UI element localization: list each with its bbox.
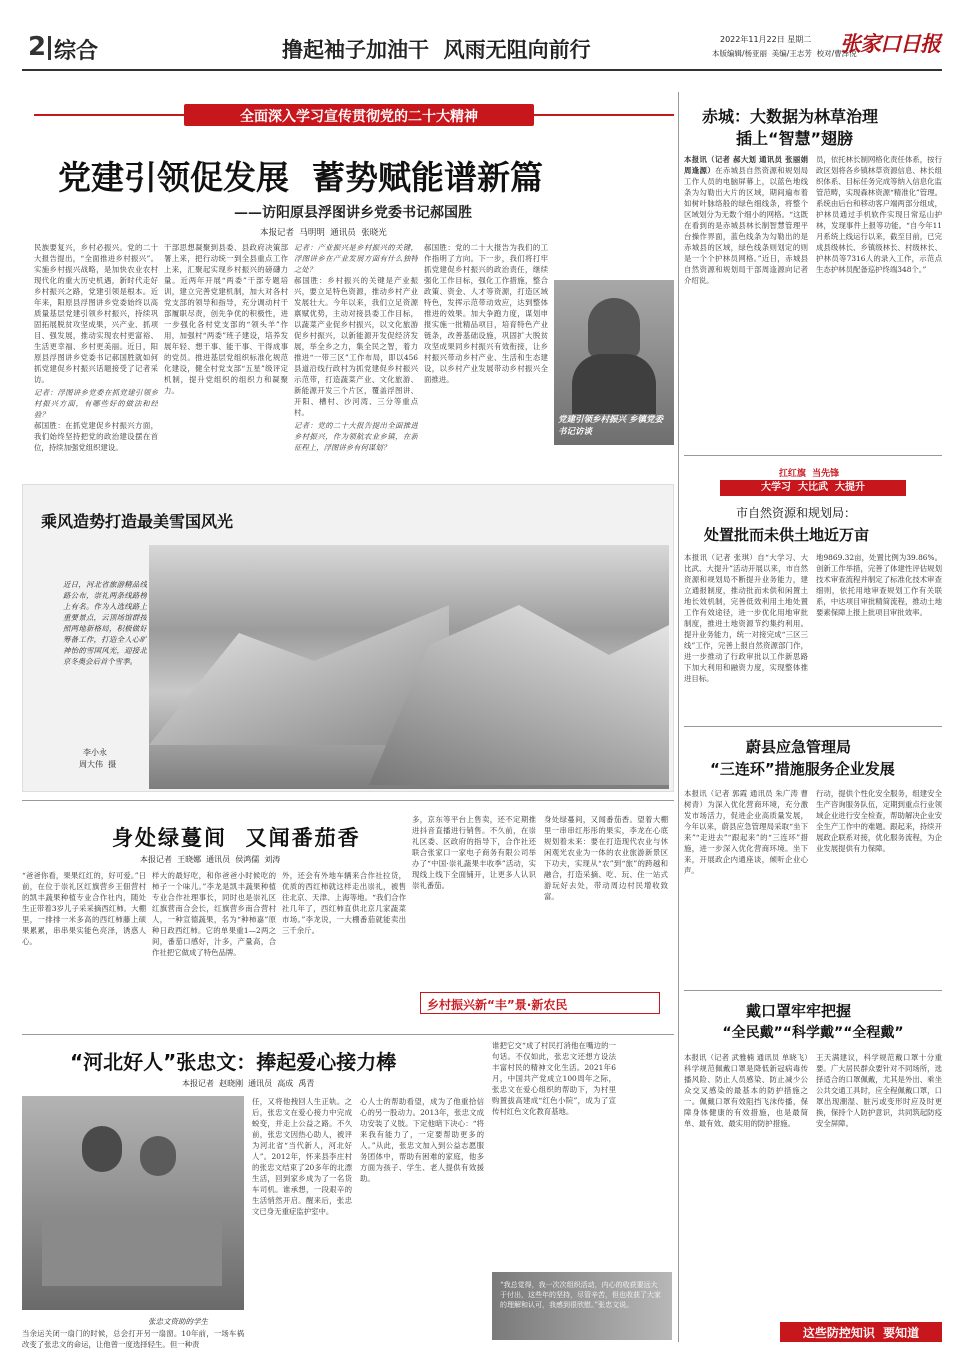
article-yuxian-emergency bbox=[684, 732, 942, 986]
article-column-1 bbox=[684, 154, 808, 448]
article-title-line-2: “三连环”措施服务企业发展 bbox=[710, 760, 895, 778]
article-title-line-1: 赤城：大数据为林草治理 bbox=[702, 107, 879, 126]
article-column-2: 行动，提供个性化安全服务，组建安全生产咨询服务队伍，定期到重点行业领域企业进行安全检查，帮助解决企业安全生产工作中的难题。跟起来，持续开展政企联系对接，优化服务流程，为企业发展提供有力保障。 bbox=[816, 789, 942, 853]
article-column-5: 身处绿蔓间，又闻番茄香。望着大棚里一串串红彤彤的果实，李龙在心底规划着未来：要在打造现代农业与休闲观光农业为一体的农业旅游新景区下功夫，实现从“农”到“旅”的跨越和融合，打造采摘、吃、玩、住一站式游玩好去处，带动周边村民增收致富。 bbox=[544, 815, 668, 901]
column-2-text: 干部思想凝聚到县委、县政府决策部署上来，把行动统一到全县重点工作上来，汇聚起实现乡村振兴的磅礴力量。近两年开展“两委”干部专题培训，建立完善党建机制，加大对各村党支部的领导和指导，充分调动村干部履职尽责，创先争优的积极性，进一步强化各村党支部的“领头羊”作用，加强村“两委”班子建设，培养发展年轻、想干事、能干事、干得成事的党员。推进基层党组织标准化规范化建设，健全村党支部“五星”级评定机制，提升党组织的组织力和凝聚力。 bbox=[164, 243, 288, 395]
section-divider bbox=[684, 455, 942, 456]
column-divider bbox=[678, 92, 679, 1342]
column-1-answer: 郝国胜：在抓党建促乡村振兴方面，我们始终坚持把党的政治建设摆在首位，持续加强党组织建设。 bbox=[34, 421, 158, 452]
article-column-2: 王天满建议，科学规范戴口罩十分重要。广大居民群众要针对不同场所，选择适合的口罩佩戴，尤其是外出、乘坐公共交通工具时，应全程佩戴口罩，口罩出现潮湿、脏污或变形时应及时更换，保持个人防护意识，共同筑起防疫安全屏障。 bbox=[816, 1053, 942, 1128]
article-title-line-2: 插上“智慧”翅膀 bbox=[736, 129, 854, 148]
article-hebei-good-person bbox=[22, 1040, 674, 1349]
article-chicheng-big-data bbox=[684, 98, 942, 450]
slogan-photo bbox=[492, 1272, 672, 1340]
article-column-3: 心人士的帮助看望，成为了他重拾信心的另一股动力。2013年，张忠文成功安装了义肢。下定他暗下决心：“将来我有能力了，一定要帮助更多的人。”从此，张忠文加入到公益志愿服务团体中，帮助有困难的家庭，他多方面为孩子、学生、老人提供有效援助。 bbox=[360, 1097, 484, 1183]
column-1-text: 本报讯（记者 张琪）自“大学习、大比武、大提升”活动开展以来，市自然资源和规划局不断提升业务能力，建立通报制度，推动批而未供和闲置土地长效机制，完善低效利用土地处置工作有效途径，进一步优化用地审批制度，推进土地资源节约集约利用。 bbox=[684, 553, 808, 628]
article-byline: 本报讯（记者 郝大划 通讯员 张丽娟 周逢源） bbox=[684, 155, 808, 175]
article-column-1: 当余运关闭一扇门的时候，总会打开另一扇窗。10年前，一场车祸改变了张忠文的命运，让他曾一度选择轻生。但一种责 bbox=[22, 1329, 244, 1349]
column-3-question-2: 记者：党的二十大报告提出全面推进乡村振兴，作为领航农业乡镇，在新征程上，浮图讲乡有何谋划？ bbox=[294, 421, 418, 452]
article-title-line-1: 蔚县应急管理局 bbox=[746, 738, 852, 756]
photo-caption-overlay: 党建引领乡村振兴 乡镇党委书记访谈 bbox=[558, 415, 663, 437]
article-title-line-1: 戴口罩牢牢把握 bbox=[746, 1002, 852, 1020]
article-column-2: 地9869.32亩，处置比例为39.86%。创新工作举措，完善了体建性评估规划技术审查流程并制定了标准化技术审查细则，依托用地审查规划工作有关联系，中达项目审批精简流程，推动土地要素保障上报上批项目审批效率。 bbox=[816, 553, 942, 617]
column-3-question-1: 记者：产业振兴是乡村振兴的关键，浮图讲乡在产业发展方面有什么独特之处？ bbox=[294, 243, 418, 274]
article-column-2: 员，依托林长制网格化责任体系，按行政区划将各乡镇林草资源信息、林长组织体系、目标任务完成等纳入信息化监管范畴，实现森林资源“精准化”管理。系统由后台和移动客户端两部分组成，护林员通过手机软件实现日常巡山护林，发现事件上报等功能。“自今年11月系统上线运行以来，截至目前，已完成县级林长、乡镇级林长、村级林长、护林员等7316人的录入工作，示范点生态护林员配备巡护终端348个。” bbox=[816, 155, 942, 274]
article-title: 党建引领促发展 蓄势赋能谱新篇 bbox=[58, 158, 543, 197]
photo-credit-2: 周大伟 摄 bbox=[79, 760, 117, 769]
section-divider bbox=[22, 1034, 674, 1035]
section-divider bbox=[684, 726, 942, 727]
article-subtitle: ——访阳原县浮图讲乡党委书记郝国胜 bbox=[234, 205, 472, 221]
photo-table bbox=[42, 1216, 222, 1286]
photo-credit-1: 李小永 bbox=[83, 748, 107, 757]
rural-revival-tag-text: 乡村振兴新“丰”景·新农民 bbox=[427, 998, 568, 1012]
article-column-2: 任，又将他拽回人生正轨。之后，张忠文在爱心接力中完成蜕变，并走上公益之路。不久前，张忠文因热心助人，被评为河北省“当代新人，河北好人”。2012年，怀来县李庄村的张忠文结束了20多年的北漂生活，回到家乡成为了一名货车司机。谁承想，一段艰辛的生活悄然开启。醒来后，张忠文已身无重症监护室中。 bbox=[252, 1097, 352, 1216]
article-title: “河北好人”张忠文：捧起爱心接力棒 bbox=[70, 1050, 397, 1074]
section-divider bbox=[22, 800, 674, 801]
article-mask-wearing bbox=[684, 996, 942, 1342]
article-party-building bbox=[34, 130, 674, 470]
rural-revival-tag bbox=[420, 992, 660, 1014]
column-1-text-continued: 提升业务能力，统一对接完成“三区三线”工作，完善上报自然资源部门作，进一步推动了行政审批以工作新思路下加大利用和融资力度，实现整体推进目标。 bbox=[684, 630, 808, 683]
masthead-rule bbox=[22, 69, 942, 71]
article-snow-scenery bbox=[22, 484, 674, 792]
article-column-1: 本报讯（记者 武雅楠 通讯员 单晓飞）科学规范佩戴口罩是降低新冠病毒传播风险、防止人员感染、防止减少公众交叉感染的最基本的防护措施之一。佩戴口罩有效阻挡飞沫传播，保障身体健康的有效措施，也是最简单、最有效、最实用的防护措施。 bbox=[684, 1053, 808, 1128]
article-column-4: 谁把它交“成了村民打消他在嘴边的一句话。不仅如此，张忠文还想方设法丰富村民的精神文化生活。2021年6月，中国共产党成立100周年之际，张忠文在爱心组织的帮助下，为村里购置拔高建成“红色小院”，成为了宣传村红色文化教育基地。 bbox=[492, 1041, 616, 1116]
article-column-1 bbox=[684, 552, 808, 720]
paper-name: 张家口日报 bbox=[840, 31, 940, 56]
date-line: 2022年11月22日 星期二 bbox=[720, 35, 812, 44]
article-byline: 本报记者 马明明 通讯员 张晓光 bbox=[260, 228, 387, 238]
photo-person-2 bbox=[140, 1136, 176, 1176]
column-4-text: 郝国胜：党的二十大报告为我们的工作指明了方向。下一步，我们将打牢抓党建促乡村振兴的政治责任，继续强化工作目标，强化工作措施，整合政策、资金、人才等资源，打造区域特色，发挥示范带动效应，达到整体推进的效果。加大争跑力度，谋划申报实施一批精品项目，培育特色产业链条，改善基础设施，巩固扩大脱贫攻坚成果同乡村振兴有效衔接，让乡村振兴带动乡村产业、生活和生态建设，以乡村产业发展带动乡村振兴全面推进。 bbox=[424, 243, 548, 384]
article-column-2 bbox=[164, 242, 288, 467]
article-column-1: “爸爸你看，果果红红的，好可爱。”日前，在位于崇礼区红旗营乡王佃营村的凯丰蔬果种植专业合作社内，随处生正带着3岁儿子采采摘西红柿。大棚里，一排排一米多高的西红柿藤上硕果累累，串串果实能色亮泽，诱惑人心。 bbox=[22, 871, 146, 946]
article-column-4 bbox=[424, 242, 548, 467]
article-byline: 本报记者 赵晓刚 通讯员 高成 禹青 bbox=[182, 1079, 315, 1088]
article-kicker: 市自然资源和规划局： bbox=[736, 506, 857, 520]
photo-person-silhouette bbox=[588, 298, 640, 358]
theme-banner bbox=[34, 104, 674, 126]
snow-slope-2 bbox=[369, 585, 669, 785]
article-column-2: 样大的最好吃，和你爸爸小时候吃的柿子一个味儿。”李龙是凯丰蔬果种植专业合作社理事长，同时也是崇礼区红旗营南合会长，红旗营乡南合营村人，一种宣德蔬果，名为“种柿嘉”原种日政西红柿。它的单果重1—2两之间，番茄口感好，汁多，产量高，合作社把它做成了特色品牌。 bbox=[152, 871, 276, 957]
article-column-1 bbox=[34, 242, 158, 467]
article-title: 身处绿蔓间 又闻番茄香 bbox=[112, 826, 361, 850]
article-tomato bbox=[22, 808, 674, 1028]
section-divider bbox=[684, 990, 942, 991]
slogan-photo-text: “我总觉得，我一次次组织活动，内心的收获要远大于付出，这些年的坚持，尽管辛苦，但也收获了大家的理解和认可，我感到很欣慰。”张忠文说。 bbox=[500, 1281, 661, 1309]
column-1-text: 在赤城县自然资源和规划局工作人员的电脑屏幕上，以蓝色地线条为勾勒出大片的区域，期间遍布着如树叶脉络般的绿色细线条，将整个区域划分为无数个细小的网格。“这既在看到的是赤城县林长制智慧管理平台操作界面，蓝色线条为勾勒出的是赤城县的区域，绿色线条则划定的则是一个个护林员网格。”近日，赤城县自然资源和规划局干部周逢源向记者介绍说。 bbox=[684, 166, 808, 285]
campaign-tag-bottom: 大学习 大比武 大提升 bbox=[720, 480, 906, 496]
article-title: 处置批而未供土地近万亩 bbox=[704, 526, 870, 544]
column-1-text: 民族要复兴，乡村必振兴。党的二十大报告提出，“全面推进乡村振兴”。实施乡村振兴战略，是加快农业农村现代化的重大历史机遇，新时代走好乡村振兴之路，党建引领是根本。近年来，阳原县浮图讲乡党委始终以高质量基层党建引领乡村振兴，持续巩固拓展脱贫攻坚成果，兴产业、抓项目、强发展，推动实现农村更富裕、生活更幸福、乡村更美丽。近日，阳原县浮图讲乡党委书记郝国胜就如何抓党建促乡村振兴话题接受了记者采访。 bbox=[34, 243, 158, 384]
page-number-divider bbox=[48, 36, 51, 60]
article-column-4: 多，京东等平台上售卖，还不定期推进抖音直播进行销售。不久前，在崇礼区委、区政府的指导下，合作社还联合张家口一家电子商务有限公司举办了“中国·崇礼蔬果丰收季”活动，实现线上线下全面铺开，让更多人认识崇礼番茄。 bbox=[412, 815, 536, 890]
article-title-line-2: “全民戴”“科学戴”“全程戴” bbox=[722, 1025, 904, 1041]
masthead-slogan: 撸起袖子加油干 风雨无阻向前行 bbox=[282, 38, 591, 62]
student-photo bbox=[22, 1096, 244, 1310]
prevention-tips-banner bbox=[780, 1322, 942, 1342]
masthead bbox=[22, 24, 942, 70]
article-land-disposal bbox=[684, 462, 942, 722]
photo-caption: 近日，河北省旅游精品线路公布，崇礼两条线路榜上有名。作为入选线路上重要景点，云顶场馆群按照两地新格局，积极做好筹备工作，打造全人心旷神怡的雪国风光，迎接北京冬奥会后首个雪季。 bbox=[63, 580, 147, 666]
article-column-1: 本报讯（记者 郭霞 通讯员 朱广涛 曹树青）为深入优化营商环境，充分激发市场活力，促进企业高质量发展，今年以来，蔚县应急管理局采取“坐下来”“走进去”“跟起来”的“三连环”措施，进一步深入优化营商环境。坐下来，开展政企内通座谈，倾听企业心声。 bbox=[684, 789, 808, 875]
article-column-3: 外，还会有外地车辆来合作社拉货，优质的西红柿就这样走出崇礼，被售往北京、天津、上海等地。“我们合作社几年了，西红柿直供北京几家蔬菜市场。”李龙说，一大棚番茄就能卖出三千余斤。 bbox=[282, 871, 406, 935]
snow-mountain-photo bbox=[149, 545, 669, 789]
banner-text: 全面深入学习宣传贯彻党的二十大精神 bbox=[240, 109, 478, 125]
photo-person-body bbox=[572, 354, 656, 414]
photo-person-1 bbox=[82, 1126, 122, 1172]
prevention-tips-text: 这些防控知识 要知道 bbox=[802, 1326, 920, 1340]
editors-line: 本版编辑/杨亚丽 美编/王志芳 校对/曹泽悦 bbox=[712, 49, 857, 58]
page-number: 2 bbox=[28, 32, 47, 62]
campaign-tag-top: 扛红旗 当先锋 bbox=[778, 469, 840, 479]
article-byline: 本报记者 王晓娜 通讯员 侯鸿儒 刘涛 bbox=[140, 855, 281, 864]
section-label: 综合 bbox=[54, 39, 99, 64]
campaign-tag bbox=[720, 466, 906, 496]
column-3-text: 郝国胜：乡村振兴的关键是产业振兴，要立足特色资源，推动乡村产业发展壮大。今年以来，我们立足资源禀赋优势，主动对接县委工作目标，以蔬菜产业促乡村振兴，以文化旅游促乡村振兴，以新能源开发促经济发展，举全乡之力，集全民之智，着力推进“一带三区”工作布局，即以456县道沿线行政村为抓党建促乡村振兴示范带，打造蔬菜产业、文化旅游、新能源开发三个片区，覆盖浮图讲、开阳、槽村、沙河湾、三分等重点村。 bbox=[294, 276, 418, 417]
column-1-question: 记者：浮图讲乡党委在抓党建引领乡村振兴方面，有哪些好的做法和经验？ bbox=[34, 388, 158, 419]
article-column-3 bbox=[294, 242, 418, 467]
article-title: 乘风造势打造最美雪国风光 bbox=[41, 512, 234, 531]
interview-photo bbox=[554, 280, 674, 445]
photo-caption: 张忠文资助的学生 bbox=[148, 1317, 208, 1326]
